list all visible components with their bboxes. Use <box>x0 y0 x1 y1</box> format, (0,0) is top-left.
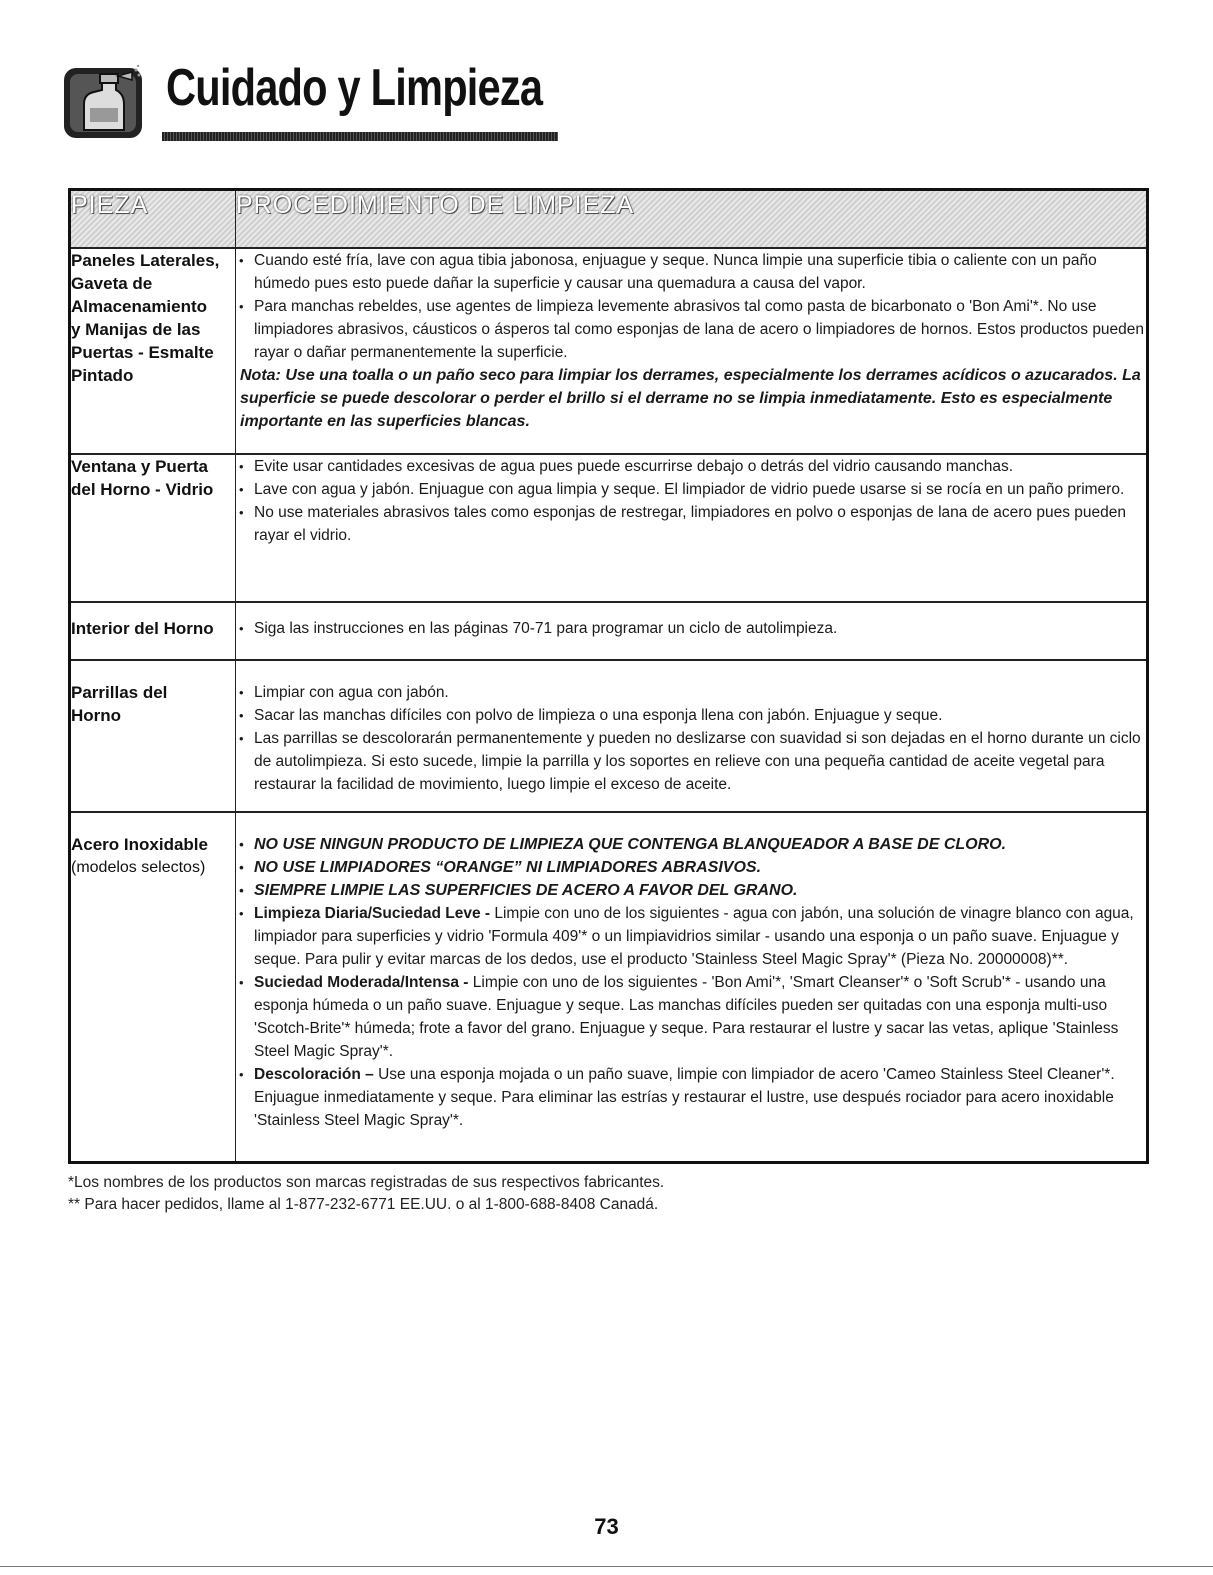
page-number: 73 <box>594 1514 619 1539</box>
part-cell: Ventana y Puerta del Horno - Vidrio <box>70 454 236 602</box>
list-item: • Siga las instrucciones en las páginas 70-71 para programar un ciclo de autolimpieza. <box>236 617 1146 640</box>
procedure-cell <box>236 660 1148 812</box>
part-cell: Acero Inoxidable (modelos selectos) <box>70 812 236 1162</box>
procedure-cell <box>236 248 1148 454</box>
page-header <box>62 58 762 148</box>
warning-item: • NO USE NINGUN PRODUCTO DE LIMPIEZA QUE CONTENGA BLANQUEADOR A BASE DE CLORO. <box>236 833 1146 856</box>
list-item: • No use materiales abrasivos tales como esponjas de restregar, limpiadores en polvo o esponjas de lana de acero pues pueden rayar el vidrio. <box>236 501 1146 547</box>
list-item: • Lave con agua y jabón. Enjuague con agua limpia y seque. El limpiador de vidrio puede usarse si se rocía en un paño primero. <box>236 478 1146 501</box>
note-text: Nota: Use una toalla o un paño seco para limpiar los derrames, especialmente los derrames acídicos o azucarados. La superficie se puede descolorar o perder el brillo si el derrame no se limpia inmediatamente. Esto es especialmente importante en las superficies blancas. <box>240 367 1141 430</box>
item-lead: Descoloración – <box>254 1066 374 1083</box>
list-item: • Suciedad Moderada/Intensa - Limpie con uno de los siguientes - 'Bon Ami'*, 'Smart Cleanser'* o 'Soft Scrub'* - usando una esponja húmeda o un paño suave. Enjuague y seque. Las manchas difíciles pueden ser quitadas con una esponja multi-uso 'Scotch-Brite'* húmeda; frote a favor del grano. Enjuague y seque. Para restaurar el lustre y sacar las vetas, aplique 'Stainless Steel Magic Spray'*. <box>236 971 1146 1063</box>
list-item: • Limpiar con agua con jabón. <box>236 681 1146 704</box>
table-row <box>70 660 1148 812</box>
footnote: *Los nombres de los productos son marcas registradas de sus respectivos fabricantes. <box>68 1174 665 1191</box>
item-lead: Suciedad Moderada/Intensa - <box>254 974 469 991</box>
procedure-cell <box>236 812 1148 1162</box>
table-row <box>70 248 1148 454</box>
page-title: Cuidado y Limpieza <box>166 59 543 117</box>
bottom-rule <box>0 1566 1213 1567</box>
item-lead: Limpieza Diaria/Suciedad Leve - <box>254 905 491 922</box>
list-item: • Limpieza Diaria/Suciedad Leve - Limpie con uno de los siguientes - agua con jabón, una solución de vinagre blanco con agua, limpiador para superficies y vidrio 'Formula 409'* o un limpiavidrios similar - usando una esponja o un paño suave. Enjuague y seque. Para pulir y evitar marcas de los dedos, use el producto 'Stainless Steel Magic Spray'* (Pieza No. 20000008)**. <box>236 902 1146 971</box>
table-row <box>70 454 1148 602</box>
part-cell: Paneles Laterales, Gaveta de Almacenamiento y Manijas de las Puertas - Esmalte Pintado <box>70 248 236 454</box>
procedure-cell <box>236 454 1148 602</box>
list-item: • Descoloración – Use una esponja mojada o un paño suave, limpie con limpiador de acero 'Cameo Stainless Steel Cleaner'*. Enjuague inmediatamente y seque. Para eliminar las estrías y restaurar el lustre, use después rociador para acero inoxidable 'Stainless Steel Magic Spray'*. <box>236 1063 1146 1132</box>
list-item: • Las parrillas se descolorarán permanentemente y pueden no deslizarse con suavidad si son dejadas en el horno durante un ciclo de autolimpieza. Si esto sucede, limpie la parrilla y los soportes en relieve con una pequeña cantidad de aceite vegetal para restaurar la facilidad de movimiento, luego limpie el exceso de aceite. <box>236 727 1146 796</box>
list-item: • Sacar las manchas difíciles con polvo de limpieza o una esponja llena con jabón. Enjuague y seque. <box>236 704 1146 727</box>
table-row <box>70 602 1148 660</box>
part-cell: Interior del Horno <box>70 602 236 660</box>
spray-bottle-cleaning-icon <box>62 64 144 140</box>
warning-item: • SIEMPRE LIMPIE LAS SUPERFICIES DE ACERO A FAVOR DEL GRANO. <box>236 879 1146 902</box>
column-header-part: PIEZA <box>70 190 236 249</box>
column-header-procedure: PROCEDIMIENTO DE LIMPIEZA <box>236 190 1148 249</box>
title-underline <box>162 132 558 141</box>
warning-item: • NO USE LIMPIADORES “ORANGE” NI LIMPIADORES ABRASIVOS. <box>236 856 1146 879</box>
list-item: • Evite usar cantidades excesivas de agua pues puede escurrirse debajo o detrás del vidrio causando manchas. <box>236 455 1146 478</box>
footnote: ** Para hacer pedidos, llame al 1-877-232-6771 EE.UU. o al 1-800-688-8408 Canadá. <box>68 1196 659 1213</box>
cleaning-table <box>68 188 1149 1164</box>
table-row <box>70 812 1148 1162</box>
table-header-row <box>70 190 1148 249</box>
part-cell: Parrillas del Horno <box>70 660 236 812</box>
list-item: • Cuando esté fría, lave con agua tibia jabonosa, enjuague y seque. Nunca limpie una superficie tibia o caliente con un paño húmedo pues esto puede dañar la superficie y causar una quemadura a causa del vapor. <box>236 249 1146 295</box>
procedure-cell <box>236 602 1148 660</box>
list-item: • Para manchas rebeldes, use agentes de limpieza levemente abrasivos tal como pasta de bicarbonato o 'Bon Ami'*. No use limpiadores abrasivos, cáusticos o ásperos tal como esponjas de lana de acero o limpiadores de hornos. Estos productos pueden rayar o dañar permanentemente la superficie. <box>236 295 1146 364</box>
part-subtitle: (modelos selectos) <box>71 859 206 876</box>
footnotes <box>68 1172 664 1216</box>
